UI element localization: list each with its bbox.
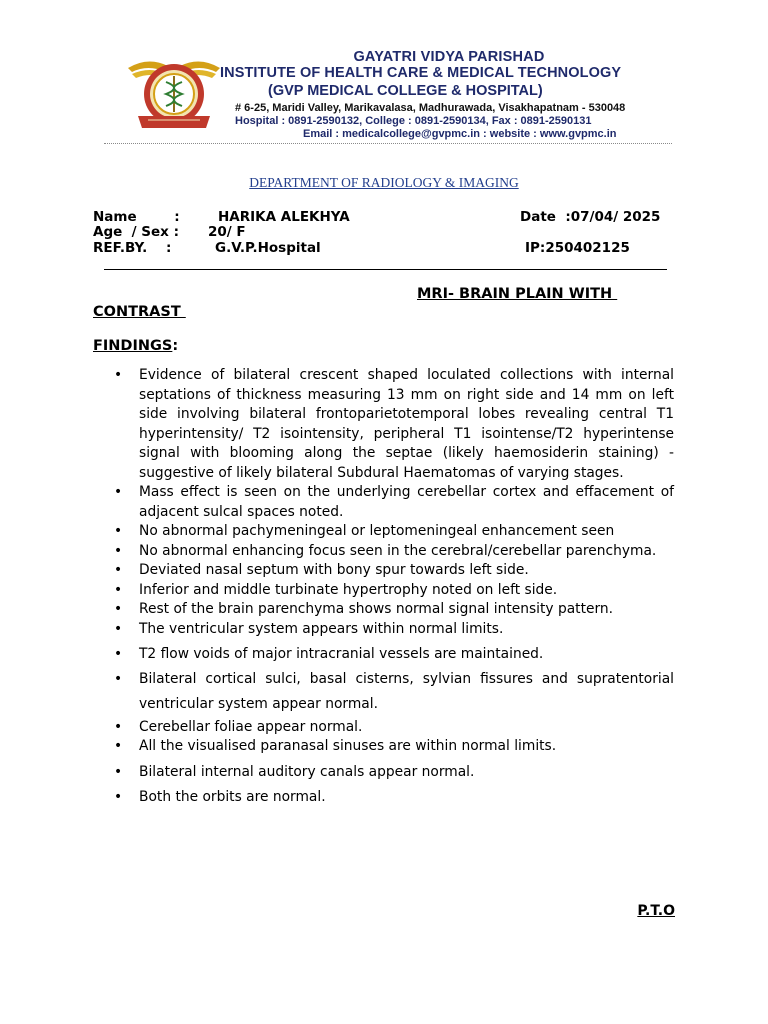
bullet: • [114, 789, 123, 805]
age-sex-label: Age / Sex : [93, 224, 179, 240]
finding-item: • Bilateral internal auditory canals appear normal. [93, 763, 674, 783]
finding-item: • Evidence of bilateral crescent shaped loculated collections with internal septations of thickness measuring 13 mm on right side and 14 mm on left side involving bilateral frontoparietotemporal lobes revealing central T1 hyperintensity/ T2 isointensity, peripheral T1 isointense/T2 hyperintense signal with blooming along the septae (likely haemosiderin staining) - suggestive of likely bilateral Subdural Haematomas of varying stages. [114, 367, 674, 481]
findings-list [93, 366, 674, 808]
finding-item: • Inferior and middle turbinate hypertrophy noted on left side. [93, 581, 674, 601]
referred-by-label: REF.BY. : [93, 240, 172, 256]
finding-item: • No abnormal enhancing focus seen in the cerebral/cerebellar parenchyma. [93, 542, 674, 562]
bullet: • [114, 620, 123, 637]
finding-item: • Bilateral cortical sulci, basal cisterns, sylvian fissures and supratentorial ventricular system appear normal. [93, 667, 674, 718]
bullet: • [114, 523, 123, 539]
finding-item: • Both the orbits are normal. [93, 788, 674, 808]
finding-item: • No abnormal pachymeningeal or leptomeningeal enhancement seen [93, 522, 674, 542]
letterhead-divider [104, 143, 672, 144]
findings-heading [93, 338, 178, 354]
institute-name: INSTITUTE OF HEALTH CARE & MEDICAL TECHNOLOGY [220, 65, 622, 81]
finding-item: • T2 flow voids of major intracranial vessels are maintained. [93, 645, 674, 665]
bullet: • [114, 646, 123, 662]
contact-email: Email : medicalcollege@gvpmc.in : website : www.gvpmc.in [303, 128, 617, 140]
college-name: (GVP MEDICAL COLLEGE & HOSPITAL) [268, 83, 543, 99]
page-turn-over: P.T.O [637, 903, 675, 919]
bullet: • [114, 484, 123, 500]
department-heading: DEPARTMENT OF RADIOLOGY & IMAGING [249, 175, 519, 190]
name-label: Name : [93, 209, 180, 225]
bullet: • [114, 581, 123, 598]
finding-item: • All the visualised paranasal sinuses are within normal limits. [93, 737, 674, 757]
address: # 6-25, Maridi Valley, Marikavalasa, Madhurawada, Visakhapatnam - 530048 [235, 102, 626, 114]
finding-item: • Cerebellar foliae appear normal. [93, 718, 674, 738]
phone-numbers: Hospital : 0891-2590132, College : 0891-2590134, Fax : 0891-2590131 [235, 115, 592, 127]
age-sex-value: 20/ F [208, 224, 246, 240]
bullet: • [114, 542, 123, 559]
finding-item: • Rest of the brain parenchyma shows normal signal intensity pattern. [93, 600, 674, 620]
ip-number: IP:250402125 [525, 240, 630, 256]
bullet: • [114, 718, 123, 735]
bullet: • [114, 763, 123, 780]
findings-colon: : [172, 338, 179, 354]
finding-item: • Deviated nasal septum with bony spur towards left side. [93, 561, 674, 581]
bullet: • [114, 562, 123, 578]
bullet: • [114, 367, 123, 383]
institution-name: GAYATRI VIDYA PARISHAD [353, 49, 545, 65]
report-title: MRI- BRAIN PLAIN WITH [417, 286, 618, 302]
report-date: Date :07/04/ 2025 [520, 209, 661, 225]
finding-item: • Mass effect is seen on the underlying cerebellar cortex and effacement of adjacent sulcal spaces noted. [114, 484, 674, 520]
header-separator [104, 269, 667, 270]
finding-item: • The ventricular system appears within normal limits. [93, 620, 674, 640]
patient-name: HARIKA ALEKHYA [218, 209, 350, 225]
bullet: • [114, 601, 123, 617]
referred-by-value: G.V.P.Hospital [215, 240, 321, 256]
letterhead [104, 48, 674, 146]
bullet: • [114, 670, 123, 687]
findings-label: FINDINGS [93, 338, 173, 354]
report-title-continued: CONTRAST [93, 304, 186, 320]
bullet: • [114, 738, 123, 754]
